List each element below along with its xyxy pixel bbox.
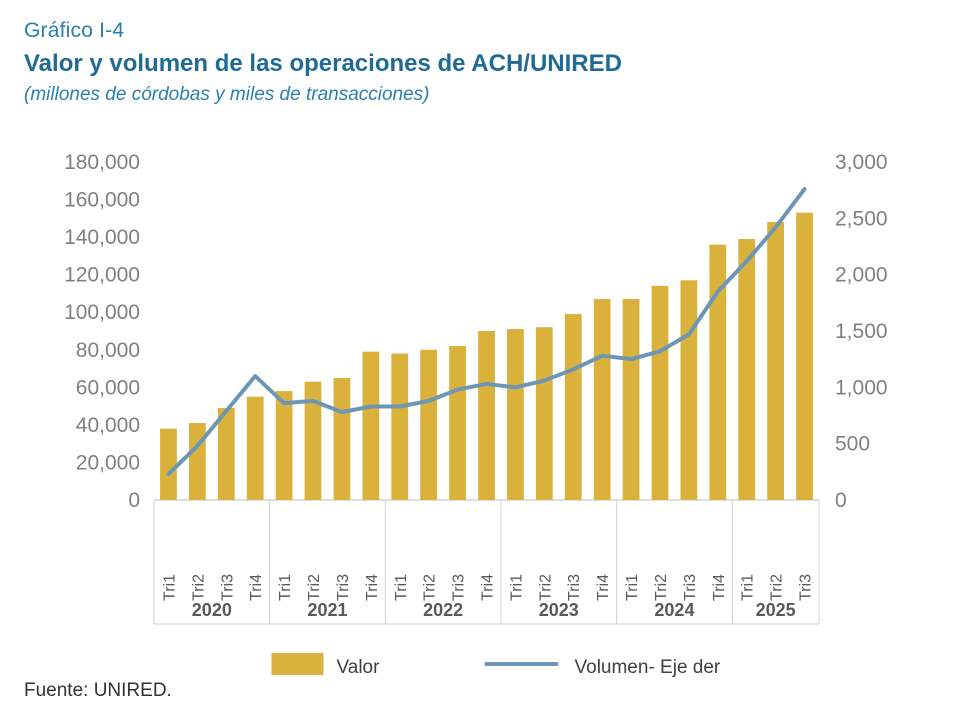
category-label: Tri1 bbox=[624, 574, 642, 601]
left-axis-tick-label: 80,000 bbox=[75, 338, 140, 362]
category-label: Tri3 bbox=[450, 574, 468, 601]
year-group-label: 2025 bbox=[755, 600, 796, 620]
bar bbox=[738, 239, 755, 500]
legend-swatch-valor bbox=[272, 653, 324, 675]
category-label: Tri1 bbox=[277, 574, 295, 601]
bar bbox=[334, 378, 351, 500]
legend-label-volumen: Volumen- Eje der bbox=[574, 657, 721, 678]
category-label: Tri2 bbox=[421, 574, 439, 601]
bar bbox=[623, 299, 640, 500]
category-label: Tri3 bbox=[566, 574, 584, 601]
category-label: Tri3 bbox=[797, 574, 815, 601]
category-label: Tri1 bbox=[161, 574, 179, 601]
bar bbox=[507, 329, 524, 500]
chart-plot-area bbox=[24, 140, 944, 678]
right-axis-tick-label: 500 bbox=[835, 432, 871, 456]
year-group-label: 2023 bbox=[538, 600, 579, 620]
category-label: Tri2 bbox=[652, 574, 670, 601]
left-axis-tick-label: 20,000 bbox=[75, 451, 140, 475]
bar bbox=[160, 429, 177, 500]
category-label: Tri3 bbox=[681, 574, 699, 601]
source-note: Fuente: UNIRED. bbox=[24, 680, 172, 701]
bar bbox=[565, 314, 582, 500]
category-label: Tri4 bbox=[479, 574, 497, 601]
chart-canvas bbox=[24, 140, 944, 678]
category-label: Tri4 bbox=[363, 574, 381, 601]
year-group-label: 2024 bbox=[654, 600, 695, 620]
year-group-label: 2020 bbox=[191, 600, 232, 620]
bar bbox=[449, 346, 466, 500]
bar bbox=[420, 350, 437, 500]
bar bbox=[362, 352, 379, 500]
left-axis-tick-label: 60,000 bbox=[75, 376, 140, 400]
left-axis-tick-label: 160,000 bbox=[64, 188, 140, 212]
left-axis-tick-label: 140,000 bbox=[64, 226, 140, 250]
legend-label-valor: Valor bbox=[336, 657, 380, 678]
bar bbox=[247, 397, 264, 500]
year-group-label: 2021 bbox=[307, 600, 348, 620]
bar bbox=[276, 391, 293, 500]
category-label: Tri4 bbox=[595, 574, 613, 601]
chart-number: Gráfico I-4 bbox=[24, 19, 125, 42]
bar bbox=[796, 213, 813, 500]
right-axis-tick-label: 1,500 bbox=[835, 320, 888, 343]
right-axis-tick-label: 3,000 bbox=[835, 151, 888, 174]
year-group-label: 2022 bbox=[423, 600, 464, 620]
left-axis-tick-label: 40,000 bbox=[75, 413, 140, 437]
left-axis-tick-label: 180,000 bbox=[64, 151, 140, 174]
bar bbox=[391, 354, 408, 500]
right-axis-tick-label: 2,500 bbox=[835, 207, 888, 231]
right-axis-tick-label: 1,000 bbox=[835, 376, 888, 400]
category-label: Tri3 bbox=[334, 574, 352, 601]
category-label: Tri3 bbox=[219, 574, 237, 601]
category-label: Tri1 bbox=[392, 574, 410, 601]
category-label: Tri1 bbox=[739, 574, 757, 601]
bar bbox=[536, 327, 553, 500]
right-axis-tick-label: 2,000 bbox=[835, 263, 888, 287]
page-title: Valor y volumen de las operaciones de ACH/UNIRED bbox=[24, 50, 622, 77]
left-axis-tick-label: 100,000 bbox=[64, 301, 140, 325]
bar bbox=[478, 331, 495, 500]
left-axis-tick-label: 0 bbox=[128, 489, 140, 512]
chart-subtitle: (millones de córdobas y miles de transacciones) bbox=[24, 84, 430, 105]
category-label: Tri2 bbox=[306, 574, 324, 601]
category-label: Tri2 bbox=[537, 574, 555, 601]
category-label: Tri2 bbox=[190, 574, 208, 601]
category-label: Tri2 bbox=[768, 574, 786, 601]
right-axis-tick-label: 0 bbox=[835, 489, 847, 512]
bar bbox=[767, 222, 784, 500]
bar bbox=[652, 286, 669, 500]
chart-header bbox=[24, 18, 944, 108]
category-label: Tri4 bbox=[248, 574, 266, 601]
bar bbox=[218, 408, 235, 500]
category-label: Tri1 bbox=[508, 574, 526, 601]
bar bbox=[189, 423, 206, 500]
category-label: Tri4 bbox=[710, 574, 728, 601]
left-axis-tick-label: 120,000 bbox=[64, 263, 140, 287]
bar bbox=[681, 280, 698, 500]
chart-svg bbox=[24, 140, 944, 678]
bar bbox=[594, 299, 611, 500]
